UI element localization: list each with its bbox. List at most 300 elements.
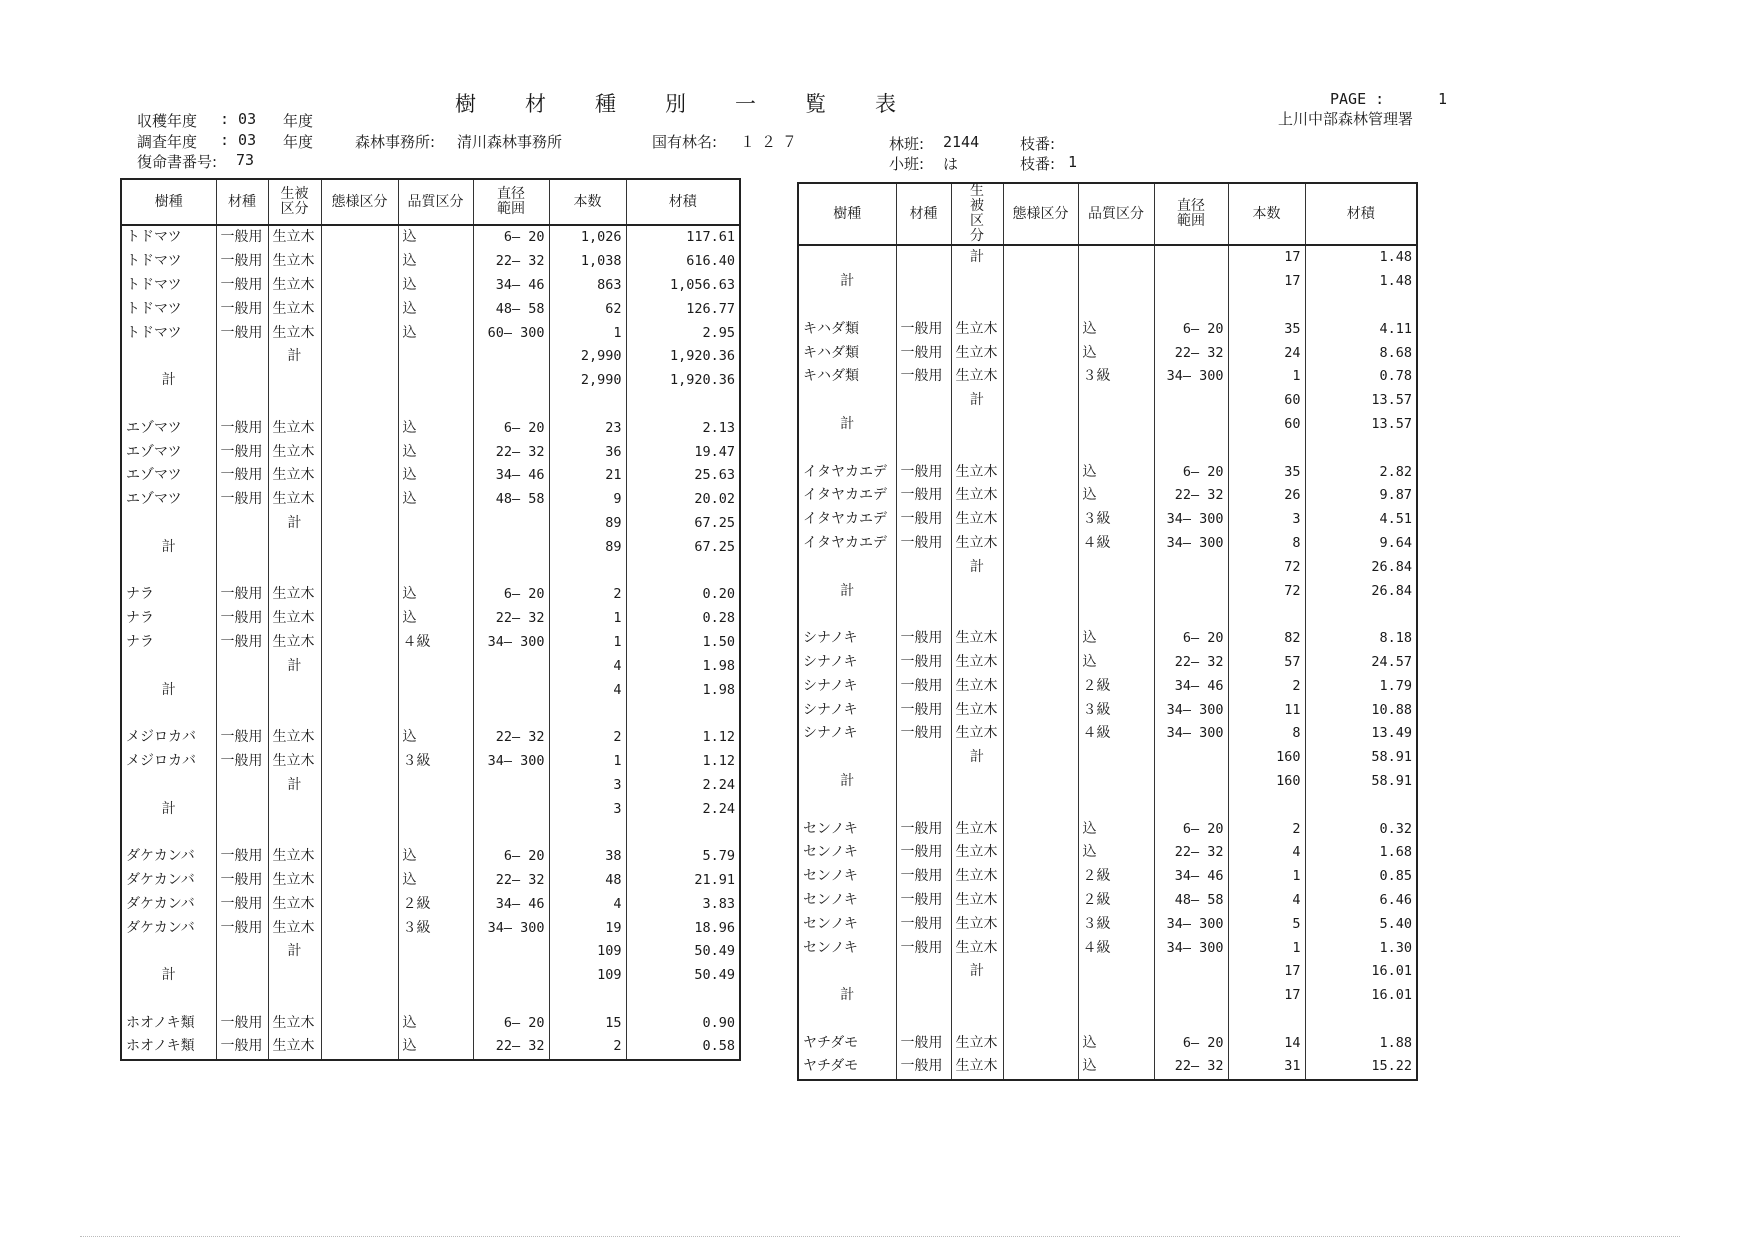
cell-quality [398, 559, 473, 583]
table-row [121, 1011, 740, 1035]
cell-live: 生立木 [268, 845, 321, 869]
edaban1-label: 枝番: [1020, 135, 1056, 153]
cell-grade: 一般用 [216, 274, 268, 298]
cell-quality: 込 [398, 464, 473, 488]
cell-count: 2,990 [549, 345, 626, 369]
cell-live: 計 [268, 773, 321, 797]
table-row [798, 579, 1417, 603]
cell-volume [1305, 793, 1417, 817]
fukumei-label: 復命書番号: [137, 153, 218, 171]
table-row [798, 627, 1417, 651]
cell-volume: 67.25 [626, 512, 740, 536]
cell-quality: 込 [1078, 460, 1154, 484]
cell-species: シナノキ [798, 627, 896, 651]
cell-volume: 0.85 [1305, 865, 1417, 889]
cell-species: 計 [798, 579, 896, 603]
title-char: 一 [735, 92, 756, 116]
cell-form [1003, 770, 1078, 794]
table-row [798, 984, 1417, 1008]
cell-live: 生立木 [951, 841, 1003, 865]
cell-quality [398, 393, 473, 417]
cell-quality: 込 [398, 845, 473, 869]
cell-count: 4 [549, 654, 626, 678]
table-row [798, 460, 1417, 484]
cell-form [321, 726, 398, 750]
col-count: 本数 [549, 179, 626, 225]
cell-count: 2,990 [549, 369, 626, 393]
cell-volume: 13.57 [1305, 413, 1417, 437]
cell-form [321, 845, 398, 869]
rinpan-value: 2144 [943, 133, 980, 151]
cell-grade: 一般用 [896, 460, 951, 484]
cell-form [1003, 365, 1078, 389]
cell-diameter [1154, 294, 1228, 318]
cell-live: 生立木 [951, 722, 1003, 746]
cell-form [1003, 1031, 1078, 1055]
left-table [120, 178, 741, 1061]
cell-volume [1305, 603, 1417, 627]
cell-volume: 15.22 [1305, 1055, 1417, 1080]
table-row [798, 508, 1417, 532]
cell-volume: 126.77 [626, 297, 740, 321]
cell-quality: ２級 [1078, 865, 1154, 889]
cell-form [321, 678, 398, 702]
cell-volume: 0.28 [626, 607, 740, 631]
cell-form [1003, 746, 1078, 770]
cell-diameter [1154, 770, 1228, 794]
cell-diameter: 34— 300 [1154, 698, 1228, 722]
cell-volume: 21.91 [626, 869, 740, 893]
cell-live: 生立木 [951, 1031, 1003, 1055]
cell-diameter: 48— 58 [473, 488, 549, 512]
cell-volume: 5.79 [626, 845, 740, 869]
cell-volume: 2.24 [626, 797, 740, 821]
cell-count: 26 [1228, 484, 1305, 508]
cell-grade: 一般用 [216, 916, 268, 940]
cell-form [1003, 1008, 1078, 1032]
cell-form [1003, 532, 1078, 556]
cell-grade [216, 512, 268, 536]
cell-form [1003, 984, 1078, 1008]
cell-species: センノキ [798, 936, 896, 960]
cell-quality: 込 [398, 488, 473, 512]
cell-quality: 込 [1078, 651, 1154, 675]
cell-grade: 一般用 [216, 1035, 268, 1060]
cell-diameter: 34— 300 [473, 750, 549, 774]
cell-species: ダケカンバ [121, 892, 216, 916]
cell-live: 計 [951, 960, 1003, 984]
cell-count: 60 [1228, 413, 1305, 437]
cell-live: 生立木 [268, 869, 321, 893]
cell-count: 48 [549, 869, 626, 893]
table-row [798, 1055, 1417, 1080]
cell-grade [896, 270, 951, 294]
shohan-value: は [943, 155, 959, 173]
cell-live: 生立木 [951, 912, 1003, 936]
table-row [798, 389, 1417, 413]
cell-form [1003, 317, 1078, 341]
cell-form [1003, 674, 1078, 698]
col-grade: 材種 [216, 179, 268, 225]
title-char: 樹 [455, 92, 476, 116]
cell-live [268, 678, 321, 702]
table-row [121, 631, 740, 655]
cell-diameter [1154, 793, 1228, 817]
cell-volume: 18.96 [626, 916, 740, 940]
cell-quality: ４級 [398, 631, 473, 655]
cell-live [268, 369, 321, 393]
cell-live: 生立木 [951, 484, 1003, 508]
table-row [798, 722, 1417, 746]
cell-form [321, 250, 398, 274]
cell-species [121, 512, 216, 536]
cell-count: 60 [1228, 389, 1305, 413]
cell-form [321, 297, 398, 321]
cell-diameter [473, 940, 549, 964]
cell-live: 生立木 [951, 936, 1003, 960]
cell-species [121, 345, 216, 369]
cell-volume: 58.91 [1305, 770, 1417, 794]
cell-form [321, 940, 398, 964]
cell-volume: 9.64 [1305, 532, 1417, 556]
cell-form [321, 225, 398, 250]
cell-count: 1 [1228, 936, 1305, 960]
cell-live: 生立木 [951, 865, 1003, 889]
cell-count [1228, 436, 1305, 460]
cell-live [951, 793, 1003, 817]
cell-grade: 一般用 [216, 583, 268, 607]
cell-live: 生立木 [951, 341, 1003, 365]
cell-grade [216, 797, 268, 821]
table-row [798, 555, 1417, 579]
cell-quality: 込 [398, 297, 473, 321]
cell-species: キハダ類 [798, 317, 896, 341]
cell-count: 160 [1228, 746, 1305, 770]
cell-grade [896, 294, 951, 318]
cell-live: 計 [268, 512, 321, 536]
cell-grade: 一般用 [216, 750, 268, 774]
cell-count: 3 [1228, 508, 1305, 532]
cell-quality [1078, 770, 1154, 794]
cell-species [798, 1008, 896, 1032]
cell-diameter [1154, 389, 1228, 413]
cell-form [1003, 579, 1078, 603]
cell-form [321, 892, 398, 916]
table-row [798, 770, 1417, 794]
cell-species [798, 555, 896, 579]
cell-species: イタヤカエデ [798, 460, 896, 484]
cell-live: 生立木 [951, 365, 1003, 389]
cell-species: センノキ [798, 889, 896, 913]
cell-diameter [1154, 436, 1228, 460]
cell-count: 4 [549, 892, 626, 916]
header-row [798, 183, 1417, 245]
cell-grade: 一般用 [216, 464, 268, 488]
cell-volume: 0.78 [1305, 365, 1417, 389]
cell-live [951, 1008, 1003, 1032]
cell-count: 24 [1228, 341, 1305, 365]
cell-count: 31 [1228, 1055, 1305, 1080]
table-row [121, 988, 740, 1012]
page-label: PAGE : [1330, 90, 1385, 108]
cell-live: 生立木 [951, 698, 1003, 722]
cell-species: メジロカバ [121, 750, 216, 774]
table-row [121, 1035, 740, 1060]
cell-quality: 込 [398, 869, 473, 893]
cell-species [798, 245, 896, 270]
cell-grade: 一般用 [896, 722, 951, 746]
cell-form [1003, 889, 1078, 913]
title-char: 別 [665, 92, 686, 116]
cell-quality: 込 [1078, 1031, 1154, 1055]
cell-form [321, 535, 398, 559]
table-row [798, 912, 1417, 936]
cell-grade: 一般用 [216, 1011, 268, 1035]
cell-species [121, 773, 216, 797]
shohan-label: 小班: [889, 155, 925, 173]
cell-count: 2 [549, 1035, 626, 1060]
cell-quality [1078, 793, 1154, 817]
cell-species: 計 [798, 270, 896, 294]
cell-live: 生立木 [951, 508, 1003, 532]
cell-volume: 26.84 [1305, 579, 1417, 603]
cell-species: 計 [798, 413, 896, 437]
cell-quality: 込 [398, 583, 473, 607]
cell-volume: 2.82 [1305, 460, 1417, 484]
cell-count: 4 [1228, 841, 1305, 865]
cell-form [321, 440, 398, 464]
cell-diameter: 6— 20 [473, 1011, 549, 1035]
cell-volume: 1.48 [1305, 270, 1417, 294]
cell-volume: 0.58 [626, 1035, 740, 1060]
cell-grade [216, 393, 268, 417]
table-row [121, 512, 740, 536]
cell-diameter: 6— 20 [473, 416, 549, 440]
cell-grade [216, 559, 268, 583]
cell-quality [398, 797, 473, 821]
cell-live: 生立木 [951, 1055, 1003, 1080]
cell-diameter [1154, 555, 1228, 579]
cell-quality [1078, 294, 1154, 318]
cell-species [798, 960, 896, 984]
cell-grade [896, 960, 951, 984]
cell-form [1003, 960, 1078, 984]
cell-grade: 一般用 [896, 1055, 951, 1080]
cell-quality: 込 [398, 416, 473, 440]
table-row [798, 317, 1417, 341]
table-row [798, 841, 1417, 865]
cell-count: 2 [1228, 674, 1305, 698]
cell-grade [216, 940, 268, 964]
cell-count: 4 [549, 678, 626, 702]
table-row [798, 365, 1417, 389]
cell-diameter [473, 393, 549, 417]
cell-grade [216, 964, 268, 988]
cell-diameter: 22— 32 [1154, 841, 1228, 865]
cell-live [951, 603, 1003, 627]
cell-grade: 一般用 [896, 484, 951, 508]
cell-quality: ２級 [398, 892, 473, 916]
cell-volume: 24.57 [1305, 651, 1417, 675]
cell-quality [398, 512, 473, 536]
cell-grade: 一般用 [896, 627, 951, 651]
cell-count: 17 [1228, 960, 1305, 984]
cell-form [321, 1011, 398, 1035]
cell-grade: 一般用 [896, 1031, 951, 1055]
cell-live: 計 [268, 345, 321, 369]
cell-form [321, 321, 398, 345]
cell-volume [626, 702, 740, 726]
col-live: 生被区分 [268, 179, 321, 225]
cell-species [121, 559, 216, 583]
cell-form [321, 702, 398, 726]
cell-count: 14 [1228, 1031, 1305, 1055]
cell-live: 生立木 [951, 532, 1003, 556]
cell-form [321, 988, 398, 1012]
cell-species: イタヤカエデ [798, 532, 896, 556]
table-row [121, 821, 740, 845]
cell-quality: 込 [1078, 817, 1154, 841]
cell-diameter [473, 559, 549, 583]
cell-diameter: 34— 300 [473, 631, 549, 655]
cell-grade [216, 345, 268, 369]
cell-grade [896, 1008, 951, 1032]
cell-diameter: 22— 32 [1154, 341, 1228, 365]
col-volume: 材積 [1305, 183, 1417, 245]
cell-live: 生立木 [268, 225, 321, 250]
table-row [121, 892, 740, 916]
chousa-label: 調査年度 [137, 133, 198, 151]
kokuyurin-label: 国有林名: [652, 133, 718, 151]
cell-diameter: 34— 46 [473, 274, 549, 298]
cell-quality: ３級 [398, 750, 473, 774]
cell-diameter [473, 369, 549, 393]
jimusho-value: 清川森林事務所 [457, 133, 563, 151]
cell-volume: 25.63 [626, 464, 740, 488]
cell-grade: 一般用 [216, 726, 268, 750]
cell-live: 生立木 [268, 631, 321, 655]
cell-species: ダケカンバ [121, 869, 216, 893]
table-row [121, 726, 740, 750]
cell-live: 計 [951, 555, 1003, 579]
cell-live: 生立木 [268, 274, 321, 298]
col-quality: 品質区分 [398, 179, 473, 225]
cell-form [321, 393, 398, 417]
cell-grade [896, 555, 951, 579]
table-row [121, 393, 740, 417]
cell-species: センノキ [798, 865, 896, 889]
cell-count: 17 [1228, 984, 1305, 1008]
cell-grade [216, 678, 268, 702]
cell-volume: 58.91 [1305, 746, 1417, 770]
cell-count: 863 [549, 274, 626, 298]
cell-diameter [1154, 245, 1228, 270]
cell-count [549, 988, 626, 1012]
cell-volume: 9.87 [1305, 484, 1417, 508]
cell-volume [626, 393, 740, 417]
cell-volume: 50.49 [626, 940, 740, 964]
cell-quality [1078, 984, 1154, 1008]
cell-form [1003, 484, 1078, 508]
cell-diameter: 60— 300 [473, 321, 549, 345]
title-char: 材 [525, 92, 546, 116]
cell-volume: 1.12 [626, 726, 740, 750]
cell-quality [398, 345, 473, 369]
cell-form [321, 512, 398, 536]
cell-species [798, 389, 896, 413]
cell-volume: 4.11 [1305, 317, 1417, 341]
table-row [121, 440, 740, 464]
cell-species [121, 988, 216, 1012]
cell-form [321, 654, 398, 678]
cell-live: 計 [268, 940, 321, 964]
table-row [121, 654, 740, 678]
cell-diameter: 6— 20 [473, 583, 549, 607]
cell-form [321, 345, 398, 369]
cell-form [1003, 245, 1078, 270]
cell-volume: 67.25 [626, 535, 740, 559]
cell-grade: 一般用 [216, 607, 268, 631]
table-row [121, 678, 740, 702]
cell-count: 1,026 [549, 225, 626, 250]
cell-diameter: 22— 32 [473, 869, 549, 893]
cell-species: トドマツ [121, 225, 216, 250]
cell-quality [1078, 413, 1154, 437]
cell-diameter [1154, 603, 1228, 627]
cell-diameter: 48— 58 [1154, 889, 1228, 913]
cell-grade: 一般用 [896, 674, 951, 698]
report-title [455, 88, 945, 118]
chousa-unit: 年度 [283, 133, 314, 151]
cell-diameter: 6— 20 [1154, 460, 1228, 484]
cell-form [1003, 270, 1078, 294]
cell-count: 35 [1228, 317, 1305, 341]
cell-form [321, 964, 398, 988]
table-row [121, 583, 740, 607]
cell-grade: 一般用 [896, 365, 951, 389]
cell-live [268, 702, 321, 726]
cell-form [321, 869, 398, 893]
cell-volume: 1.68 [1305, 841, 1417, 865]
jimusho-label: 森林事務所: [355, 133, 436, 151]
cell-diameter: 34— 300 [1154, 365, 1228, 389]
cell-live [951, 770, 1003, 794]
cell-volume: 8.18 [1305, 627, 1417, 651]
cell-quality [398, 773, 473, 797]
cell-live [951, 436, 1003, 460]
cell-quality: 込 [398, 225, 473, 250]
table-row [121, 488, 740, 512]
cell-count [1228, 603, 1305, 627]
cell-volume: 13.49 [1305, 722, 1417, 746]
table-row [798, 532, 1417, 556]
cell-live [268, 559, 321, 583]
cell-species: シナノキ [798, 674, 896, 698]
cell-species: キハダ類 [798, 341, 896, 365]
col-diameter: 直径範囲 [473, 179, 549, 225]
cell-form [1003, 1055, 1078, 1080]
cell-species [798, 294, 896, 318]
cell-species: イタヤカエデ [798, 508, 896, 532]
cell-live: 計 [951, 245, 1003, 270]
cell-diameter: 22— 32 [473, 440, 549, 464]
title-char: 覧 [805, 92, 826, 116]
cell-grade [896, 579, 951, 603]
cell-grade: 一般用 [896, 817, 951, 841]
cell-count: 11 [1228, 698, 1305, 722]
cell-volume: 13.57 [1305, 389, 1417, 413]
cell-species: ナラ [121, 583, 216, 607]
